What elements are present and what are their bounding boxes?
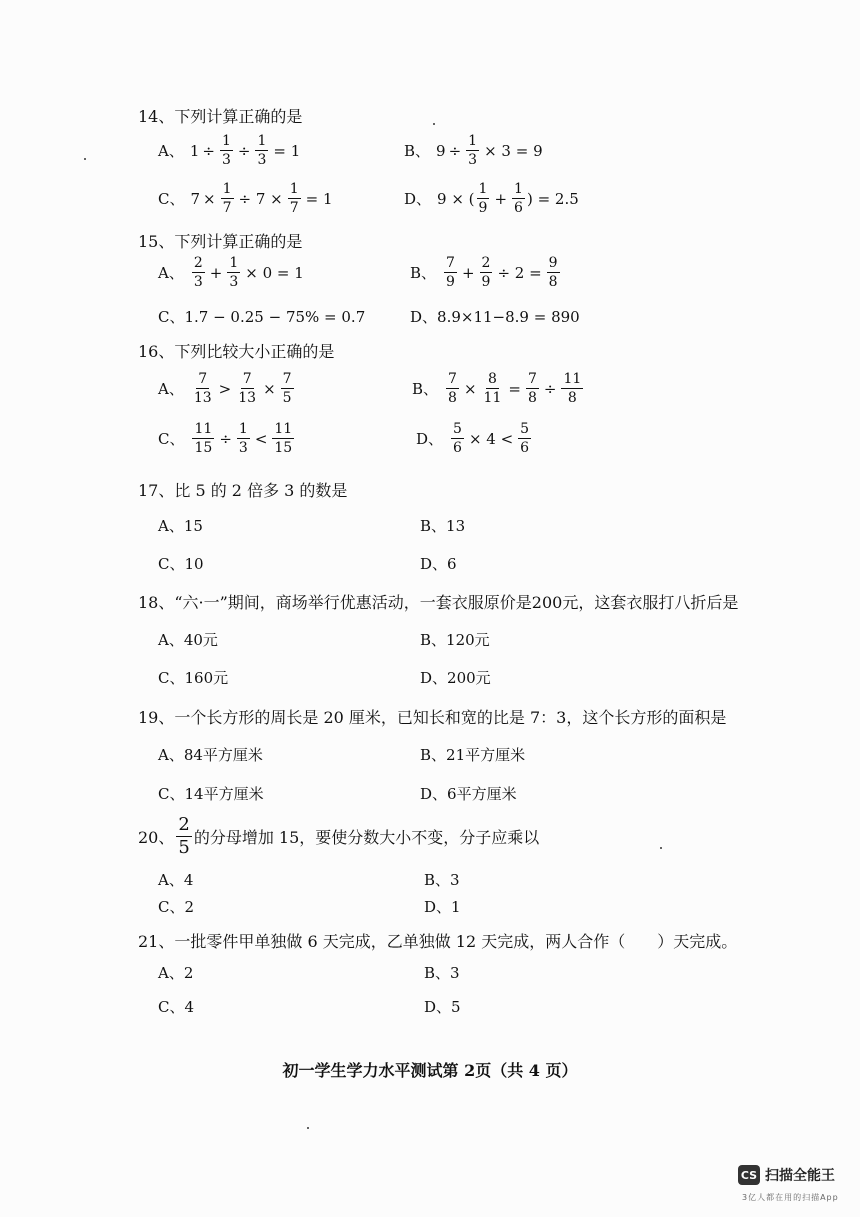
q20-option-c: C、2 xyxy=(158,898,195,916)
q19-option-c: C、14平方厘米 xyxy=(158,785,264,803)
denominator: 3 xyxy=(468,152,478,168)
fraction xyxy=(255,134,268,167)
question-21-stem: 21、一批零件甲单独做 6 天完成，乙单独做 12 天完成，两人合作（ ）天完成。 xyxy=(138,932,738,951)
option-label: B、 xyxy=(410,264,437,282)
expr-op: ÷ xyxy=(448,141,462,160)
fraction xyxy=(192,256,205,289)
expr-term: × 0 = 1 xyxy=(245,263,304,282)
fraction xyxy=(561,372,583,405)
fraction xyxy=(281,372,294,405)
expr-op: < xyxy=(254,429,268,448)
denominator: 3 xyxy=(221,152,231,168)
fraction xyxy=(220,134,233,167)
question-19-stem: 19、一个长方形的周长是 20 厘米，已知长和宽的比是 7：3，这个长方形的面积是 xyxy=(138,708,727,727)
page-footer: 初一学生学力水平测试第 2页（共 4 页） xyxy=(282,1061,578,1080)
numerator: 8 xyxy=(487,371,497,387)
denominator: 15 xyxy=(194,440,213,456)
q21-option-d: D、5 xyxy=(424,998,461,1016)
numerator: 9 xyxy=(548,255,558,271)
q18-option-c: C、160元 xyxy=(158,669,229,687)
option-label: B、 xyxy=(412,380,439,398)
scanner-name: 扫描全能王 xyxy=(765,1168,835,1184)
scan-speck xyxy=(307,1127,309,1129)
denominator: 6 xyxy=(520,440,530,456)
scan-speck xyxy=(84,158,86,160)
numerator: 1 xyxy=(289,181,299,197)
q21-option-b: B、3 xyxy=(424,964,460,982)
numerator: 2 xyxy=(178,814,190,835)
fraction xyxy=(482,372,504,405)
question-14-stem: 14、下列计算正确的是 xyxy=(138,107,303,126)
denominator: 3 xyxy=(193,274,203,290)
expr-op: + xyxy=(209,263,223,282)
q15-option-b xyxy=(410,256,562,289)
q14-option-b xyxy=(404,134,546,167)
fraction xyxy=(518,422,531,455)
expr-op: > xyxy=(218,379,232,398)
denominator: 8 xyxy=(567,390,577,406)
q14-option-d xyxy=(404,182,579,215)
q19-option-a: A、84平方厘米 xyxy=(158,746,263,764)
denominator: 15 xyxy=(274,440,293,456)
q14-option-a xyxy=(158,134,303,167)
numerator: 2 xyxy=(481,255,491,271)
expr-op: = xyxy=(508,379,521,398)
denominator: 6 xyxy=(453,440,462,456)
question-18-stem: 18、“六·一”期间，商场举行优惠活动，一套衣服原价是200元，这套衣服打八折后是 xyxy=(138,593,739,612)
numerator: 1 xyxy=(478,181,488,197)
numerator: 7 xyxy=(446,255,455,271)
fraction xyxy=(526,372,539,405)
q20-option-a: A、4 xyxy=(158,871,194,889)
option-label: A、 xyxy=(158,142,184,160)
expr-op: × xyxy=(263,379,276,398)
fraction xyxy=(547,256,560,289)
expr-term: × 3 = 9 xyxy=(484,141,543,160)
numerator: 1 xyxy=(229,255,239,271)
denominator: 13 xyxy=(238,390,257,406)
fraction xyxy=(288,182,301,215)
denominator: 3 xyxy=(229,274,239,290)
fraction xyxy=(176,816,191,857)
question-20-stem xyxy=(138,816,539,857)
numerator: 7 xyxy=(242,371,252,387)
denominator: 13 xyxy=(193,390,212,406)
expr-term: 9 × ( xyxy=(437,189,475,208)
scan-speck xyxy=(433,123,435,125)
expr-op: ÷ xyxy=(202,141,215,160)
scanner-tagline: 3亿人都在用的扫描App xyxy=(742,1193,839,1202)
expr-term: 9 xyxy=(436,141,446,160)
denominator: 9 xyxy=(481,274,491,290)
expr-op: × xyxy=(463,379,477,398)
fraction xyxy=(192,422,214,455)
expr-term: ) = 2.5 xyxy=(526,189,579,208)
option-label: C、 xyxy=(158,430,185,448)
denominator: 7 xyxy=(289,200,299,216)
expr-op: ÷ xyxy=(237,141,251,160)
expr-term: 7 xyxy=(190,189,201,208)
denominator: 7 xyxy=(222,200,232,216)
q15-option-a xyxy=(158,256,307,289)
q17-option-b: B、13 xyxy=(420,517,466,535)
q16-option-d xyxy=(416,422,533,455)
fraction xyxy=(466,134,479,167)
q15-option-d: D、8.9×11−8.9 = 890 xyxy=(410,308,580,326)
scanner-watermark xyxy=(738,1165,835,1185)
denominator: 9 xyxy=(478,200,488,216)
numerator: 11 xyxy=(194,421,213,437)
fraction xyxy=(272,422,294,455)
numerator: 1 xyxy=(257,133,267,149)
denominator: 8 xyxy=(527,390,537,406)
option-label: D、 xyxy=(416,430,444,448)
option-label: D、 xyxy=(404,190,432,208)
fraction xyxy=(477,182,490,215)
fraction xyxy=(192,372,214,405)
numerator: 5 xyxy=(520,421,530,437)
q16-option-b xyxy=(412,372,585,405)
denominator: 8 xyxy=(548,274,558,290)
fraction xyxy=(512,182,525,215)
denominator: 3 xyxy=(257,152,267,168)
question-15-stem: 15、下列计算正确的是 xyxy=(138,232,303,251)
q17-option-d: D、6 xyxy=(420,555,457,573)
numerator: 11 xyxy=(274,421,293,437)
numerator: 1 xyxy=(221,133,231,149)
q14-option-c xyxy=(158,182,336,215)
expr-op: ÷ xyxy=(543,379,557,398)
fraction xyxy=(236,372,258,405)
expr-term: ÷ 7 × xyxy=(238,189,283,208)
expr-term: 1 xyxy=(189,141,200,160)
expr-term: = 1 xyxy=(305,189,333,208)
numerator: 7 xyxy=(282,371,292,387)
denominator: 8 xyxy=(448,390,457,406)
fraction xyxy=(237,422,250,455)
numerator: 7 xyxy=(198,371,208,387)
expr-term: = 1 xyxy=(273,141,301,160)
option-label: C、 xyxy=(158,190,185,208)
expr-term: ÷ 2 = xyxy=(497,263,542,282)
denominator: 5 xyxy=(178,837,190,858)
numerator: 7 xyxy=(448,371,457,387)
camscanner-logo-icon: CS xyxy=(738,1165,760,1185)
fraction xyxy=(480,256,493,289)
numerator: 11 xyxy=(563,371,582,387)
q16-option-c xyxy=(158,422,296,455)
question-16-stem: 16、下列比较大小正确的是 xyxy=(138,342,335,361)
q18-option-b: B、120元 xyxy=(420,631,490,649)
q17-option-a: A、15 xyxy=(158,517,203,535)
question-text: 的分母增加 15，要使分数大小不变，分子应乘以 xyxy=(193,828,540,847)
denominator: 6 xyxy=(514,200,523,216)
denominator: 9 xyxy=(446,274,455,290)
numerator: 1 xyxy=(238,421,248,437)
numerator: 7 xyxy=(527,371,537,387)
q21-option-c: C、4 xyxy=(158,998,195,1016)
numerator: 1 xyxy=(514,181,523,197)
fraction xyxy=(446,372,459,405)
fraction xyxy=(227,256,240,289)
fraction xyxy=(451,422,464,455)
option-label: B、 xyxy=(404,142,431,160)
expr-op: × xyxy=(203,189,216,208)
denominator: 3 xyxy=(238,440,248,456)
fraction xyxy=(221,182,234,215)
question-number: 20、 xyxy=(138,828,175,847)
numerator: 2 xyxy=(193,255,203,271)
q20-option-d: D、1 xyxy=(424,898,461,916)
q18-option-a: A、40元 xyxy=(158,631,218,649)
expr-term: × 4 < xyxy=(468,429,514,448)
question-17-stem: 17、比 5 的 2 倍多 3 的数是 xyxy=(138,481,348,500)
denominator: 5 xyxy=(282,390,292,406)
expr-op: + xyxy=(461,263,475,282)
numerator: 1 xyxy=(468,133,478,149)
q17-option-c: C、10 xyxy=(158,555,204,573)
q20-option-b: B、3 xyxy=(424,871,460,889)
expr-op: ÷ xyxy=(219,429,232,448)
q15-option-c: C、1.7 − 0.25 − 75% = 0.7 xyxy=(158,308,366,326)
option-label: A、 xyxy=(158,264,184,282)
q16-option-a xyxy=(158,372,296,405)
scan-speck xyxy=(660,847,662,849)
q19-option-b: B、21平方厘米 xyxy=(420,746,526,764)
q21-option-a: A、2 xyxy=(158,964,194,982)
denominator: 11 xyxy=(483,390,502,406)
numerator: 1 xyxy=(222,181,232,197)
fraction xyxy=(444,256,457,289)
option-label: A、 xyxy=(158,380,184,398)
q19-option-d: D、6平方厘米 xyxy=(420,785,517,803)
numerator: 5 xyxy=(453,421,462,437)
q18-option-d: D、200元 xyxy=(420,669,491,687)
expr-op: + xyxy=(494,189,508,208)
